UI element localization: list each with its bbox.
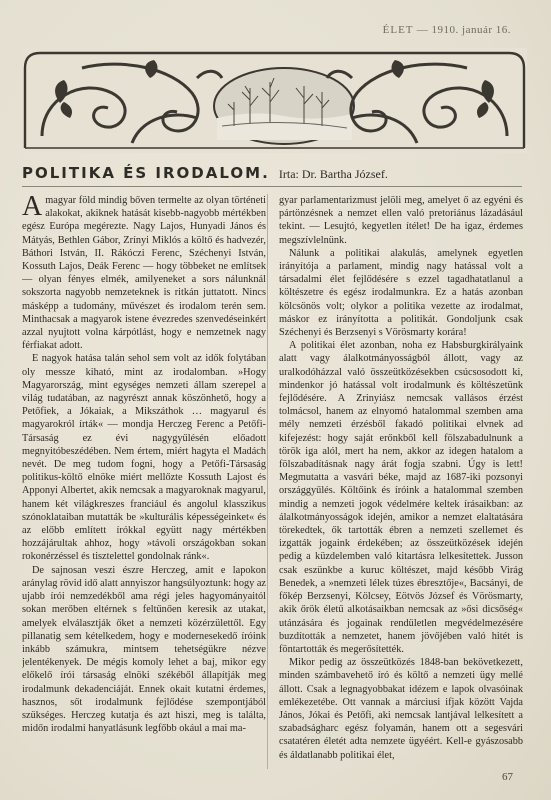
running-head (383, 24, 511, 36)
magazine-name: ÉLET (382, 24, 414, 36)
right-paragraph-2: Nálunk a politikai alakulás, amelynek egyetlen irányítója a parlament, mindig nagy hatással volt a társadalmi élet fejlődésére s ezzel tagadhatatlanul a költészetre és egész irodalmunkra. Ez a hatás azonban kölcsönös volt; olykor a politika vezette az irodalmat, máskor ez irányította a politikát. Gondoljunk csak Széchenyi és Berzsenyi s Vörösmarty korára! (279, 247, 523, 339)
left-paragraph-2: E nagyok hatása talán sehol sem volt az idők folytában oly messze kiható, mint az irodalomban. »Hogy Magyarország, mint egységes nemzeti állam szerepel a világ tudatában, az nagyrészt annak köszönhető, hogy a Petőfiek, a Jókaiak, a Mikszáthok … magyarul és magyarokról írták« — mondja Herczeg Ferenc a Petőfi-Társaság ez évi nagygyűlésén előadott megnyitóbeszédében. Nem értem, miért hagyta el Madách nevét. De meg tudom fogni, hogy a Petőfi-Társaság politikus-költő elnöke miért mellőzte Kossuth Lajost és Apponyi Albertet, akik nemcsak a magyaroknak magyarul, hanem két világkreszes franciául és angolul klasszikus szónoklataiban mutatták be »kulturális képességeinket« és az előbb említett írókkal együtt nagy mértékben hozzájárultak ahhoz, hogy »távoli országokban sokan rokonérzéssel és tisztelettel gondolnak ránk«. (22, 353, 266, 563)
issue-date: 1910. január 16. (431, 24, 511, 36)
right-paragraph-3: A politikai élet azonban, noha ez Habsburgkirályaink alatt vagy álalkotmányosságból állott, vagy az uralkodóházzal való összeütközésekben csúcsosodott ki, mindenkor jó hatással volt irodalmunk és költészetünk fejlődésére. A Zrinyiász nemcsak vallásos érzést tolmácsol, hanem az elnyomó hatalommal szemben ama mély nemzeti érzésből fakadó politikai elvnek ad kifejezést: hogy saját erőnkből kell fölszabadulnunk a török iga alól, mert ha nem, akkor az idegen hatalom a fölszabadításnak nagy árát fogja szabni. Úgy is lett! Megmutatta a vasvári béke, majd az 1687-iki pozsonyi országgyűlés. Költőink és íróink a hatalommal szemben mindig a nemzeti jogok védelmére keltek írásaikban: az álalkotmányosságok idején, amikor a nemzet elaltatására törekedtek, ők tartották ébren a nemzeti szellemet és izgatták jogaink érdekében; az összeütközések idején pedig a küzdelemben való kitartásra lelkesítettek. Jusson csak eszünkbe a kuruc költészet, majd később Virág Benedek, a »nemzeti lélek túzes ébresztője«, Bacsányi, de főkép Berzsenyi, Kölcsey, Eötvös József és Vörösmarty, akik őrök életű alkotásaikban nemcsak az »ősi dicsőség« utánzására és jogainak rendületlen megvédelmezésére buzdították a nemzetet, hanem jövőjében való hitét is föntartották és megerősítették. (279, 340, 523, 655)
title-rule (22, 186, 522, 187)
right-column (279, 194, 523, 769)
left-column (22, 194, 266, 769)
left-paragraph-1-text: magyar föld mindig bőven termelte az olyan történeti alakokat, akiknek hatását kisebb-nagyobb mértékben egész Európa megérezte. Nagy Lajos, Hunyadi János és Mátyás, Bethlen Gábor, Zrínyi Miklós a költő és hadvezér, Báthori István, II. Rákóczi Ferenc, Széchenyi István, Kossuth Lajos, Deák Ferenc — hogy többeket ne említsek — olyan fényes elmék, amilyeneket a sors nálunknál sokszorta nagyobb nemzeteknek is ritkán juttatott. Nincs másképp a tudomány, művészet és irodalom terén sem. Minthacsak a magyarok istene évezredes szenvedéseinkért azzal nyujtott volna kárpótlást, hogy e nemzetnek nagy férfiakat adott. (22, 195, 266, 352)
left-paragraph-1 (22, 194, 266, 352)
drop-cap: A (22, 194, 43, 222)
right-paragraph-4: Mikor pedig az összeütközés 1848-ban bekövetkezett, minden számbavehető író és költő a nemzeti ügy mellé állott. Csak a legnagyobbakat idézem e lapok olvasóinak emlékezetébe. Ott vannak a márciusi ifjak között Vajda János, Jókai és Petőfi, aki nemcsak lantjával lelkesített a szabadságharc egész folyamán, hanem ott a segesvári csatatéren életét adta nemzete ügyéért. Kell-e gyászosabb és áldatlanabb politikai élet, (279, 657, 523, 761)
article-title-line (22, 163, 522, 183)
column-divider (267, 194, 268, 769)
art-nouveau-header-ornament (22, 48, 527, 153)
article-title: POLITIKA ÉS IRODALOM. (22, 164, 270, 182)
right-paragraph-1: gyar parlamentarizmust jelöli meg, amelyet ő az egyéni és pártönzésnek a nemzet ellen való pretoriánus lázadásául tekint. — Lesujtó, kegyetlen ítélet! De ha igaz, érdemes megszívlelnünk. (279, 195, 523, 246)
running-head-separator: — (416, 24, 429, 36)
page-number: 67 (502, 771, 513, 783)
article-byline: Irta: Dr. Bartha József. (278, 167, 388, 181)
left-paragraph-3: De sajnosan veszi észre Herczeg, amit e lapokon aránylag rövid idő alatt annyiszor hangsúlyoztunk: hogy az ujabb írói nemzedékből ama régi jeles hagyományaitól sokan merőben eltérnek s feltűnően keresik az utakat, amelyek elválasztják őket a nemzeti közérzülettől. Egy pillanatig sem kételkedem, hogy e modernesekedő íróink inkább számukra, mintsem tehetségükre nézve jelentékenyek. De mégis komoly lehet a baj, mikor egy előkelő írói társaság elnöki székéből állapítják meg irodalmunk dekadenciáját. Ennek okait kutatni érdemes, hasznos, sőt irodalmunk fejlődése szempontjából szükséges. Herczeg kutatja és azt hiszi, meg is találta, midőn irodalmi hanyatlásunk legfőbb okául a mai ma- (22, 564, 266, 735)
